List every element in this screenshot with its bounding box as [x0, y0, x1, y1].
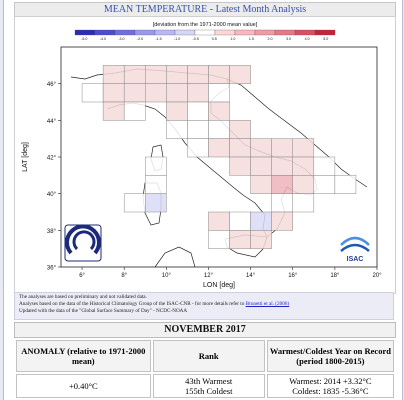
anomaly-cell: [230, 120, 251, 138]
notes-line-3: Updated with the data of the "Global Surface Summary of Day" - NCDC-NOAA: [19, 308, 188, 314]
legend-tick-label: -1.5: [155, 37, 162, 41]
record-value: [267, 374, 394, 398]
stats-value-row: [16, 374, 394, 398]
legend-tick-label: 1.5: [248, 37, 254, 41]
legend-tick-label: -5.0: [81, 37, 88, 41]
notes-line-1: The analyses are based on preliminary and not validated data.: [19, 294, 147, 300]
notes-line-2-text: Analyses based on the data of the Historical Climatology Group of the ISAC-CNR - for more details refer to: [19, 301, 245, 307]
x-tick-label: 16°: [288, 273, 298, 279]
stats-table: [14, 338, 396, 400]
legend-tick-label: 4.0: [304, 37, 310, 41]
anomaly-cell: [208, 212, 229, 230]
anomaly-cell: [187, 139, 208, 157]
anomaly-cell: [187, 84, 208, 102]
notes-line-2: [19, 301, 389, 308]
anomaly-cell: [251, 157, 272, 175]
anomaly-cell: [187, 102, 208, 120]
legend-swatch: [115, 30, 135, 35]
stats-header-row: [16, 340, 394, 372]
y-tick-label: 38°: [46, 228, 56, 235]
anomaly-cell: [272, 194, 293, 212]
anomaly-header: ANOMALY (relative to 1971-2000 mean): [16, 340, 151, 372]
rank-header: Rank: [153, 340, 265, 372]
anomaly-cell: [187, 65, 208, 83]
x-tick-label: 18°: [330, 273, 340, 279]
legend-swatch: [315, 30, 335, 35]
legend-swatch: [255, 30, 275, 35]
map-svg: [15, 17, 395, 293]
legend-tick-label: 3.0: [286, 37, 292, 41]
anomaly-cell: [187, 120, 208, 138]
anomaly-cell: [124, 84, 145, 102]
anomaly-cell: [314, 157, 335, 175]
temperature-map: [14, 16, 396, 294]
legend-tick-label: -1.0: [174, 37, 181, 41]
record-header: Warmest/Coldest Year on Record (period 1800-2015): [267, 340, 394, 372]
anomaly-cell: [230, 157, 251, 175]
anomaly-cell: [124, 102, 145, 120]
anomaly-cell: [208, 120, 229, 138]
cnr-logo: [65, 225, 101, 261]
legend-tick-label: -3.0: [118, 37, 125, 41]
analysis-notes: [14, 292, 394, 320]
legend-swatch: [175, 30, 195, 35]
rank-coldest: 155th Coldest: [184, 386, 233, 396]
anomaly-cell: [335, 175, 356, 193]
anomaly-cell: [230, 212, 251, 230]
isac-logo-text: ISAC: [346, 256, 364, 263]
month-heading: NOVEMBER 2017: [14, 322, 396, 338]
anomaly-cell: [293, 194, 314, 212]
legend-tick-label: 0.5: [211, 37, 217, 41]
anomaly-cell: [230, 139, 251, 157]
legend-swatch: [215, 30, 235, 35]
legend-swatch: [135, 30, 155, 35]
x-tick-label: 14°: [246, 273, 256, 279]
anomaly-cell: [272, 212, 293, 230]
anomaly-cell: [82, 84, 103, 102]
anomaly-cell: [272, 139, 293, 157]
anomaly-cell: [103, 65, 124, 83]
anomaly-cell: [314, 175, 335, 193]
legend-swatch: [195, 30, 215, 35]
anomaly-cell: [293, 175, 314, 193]
anomaly-cell: [208, 84, 229, 102]
anomaly-cell: [103, 84, 124, 102]
record-coldest: Coldest: 1835 -5.36°C: [292, 386, 369, 396]
anomaly-cell: [272, 157, 293, 175]
anomaly-cell: [208, 102, 229, 120]
anomaly-cell: [230, 65, 251, 83]
anomaly-cell: [145, 157, 166, 175]
y-tick-label: 36°: [46, 265, 56, 272]
legend-swatch: [235, 30, 255, 35]
x-tick-label: 10°: [161, 273, 171, 279]
y-axis-label: LAT [deg]: [22, 142, 29, 172]
anomaly-cell: [251, 175, 272, 193]
y-tick-label: 44°: [46, 118, 56, 125]
legend-swatch: [275, 30, 295, 35]
anomaly-value: +0.40°C: [16, 374, 151, 398]
anomaly-cell: [208, 139, 229, 157]
legend-swatch: [95, 30, 115, 35]
x-tick-label: 12°: [203, 273, 214, 279]
legend-caption: [deviation from the 1971-2000 mean value]: [152, 22, 258, 28]
page-frame: [3, 0, 403, 400]
anomaly-cell: [124, 65, 145, 83]
isac-logo: [337, 229, 373, 263]
anomaly-cell: [124, 194, 145, 212]
anomaly-cell: [166, 120, 187, 138]
rank-value: [153, 374, 265, 398]
legend-tick-label: -4.0: [99, 37, 106, 41]
anomaly-cell: [166, 65, 187, 83]
page-title: MEAN TEMPERATURE - Latest Month Analysis: [14, 2, 396, 17]
anomaly-cell: [145, 65, 166, 83]
legend-tick-label: 5.0: [323, 37, 329, 41]
y-tick-label: 46°: [46, 82, 56, 89]
anomaly-cell: [145, 194, 166, 212]
x-tick-label: 8°: [121, 273, 128, 279]
legend-swatch: [75, 30, 95, 35]
anomaly-cell: [251, 139, 272, 157]
legend-swatch: [155, 30, 175, 35]
x-axis-label: LON [deg]: [203, 282, 235, 289]
legend-tick-label: 1.0: [230, 37, 236, 41]
legend-swatch: [295, 30, 315, 35]
anomaly-cell: [166, 102, 187, 120]
brunetti-reference-link[interactable]: Brunetti et al. (2006): [245, 301, 290, 307]
color-legend: [75, 22, 335, 41]
x-tick-label: 6°: [79, 273, 85, 279]
anomaly-cell: [293, 157, 314, 175]
anomaly-cell: [103, 102, 124, 120]
y-tick-label: 40°: [46, 192, 56, 199]
anomaly-cell: [293, 139, 314, 157]
y-tick-label: 42°: [46, 155, 56, 162]
anomaly-cell: [272, 175, 293, 193]
anomaly-cell: [145, 175, 166, 193]
anomaly-cell: [208, 65, 229, 83]
rank-warmest: 43th Warmest: [185, 376, 233, 386]
legend-tick-label: -2.0: [136, 37, 144, 41]
legend-tick-label: -0.5: [192, 37, 199, 41]
anomaly-cell: [208, 230, 229, 248]
anomaly-cell: [251, 212, 272, 230]
anomaly-cell: [166, 84, 187, 102]
anomaly-cell: [145, 84, 166, 102]
record-warmest: Warmest: 2014 +3.32°C: [289, 376, 372, 386]
legend-tick-label: 2.0: [267, 37, 273, 41]
anomaly-cell: [251, 230, 272, 248]
x-tick-label: 20°: [372, 273, 382, 279]
anomaly-cell: [230, 230, 251, 248]
